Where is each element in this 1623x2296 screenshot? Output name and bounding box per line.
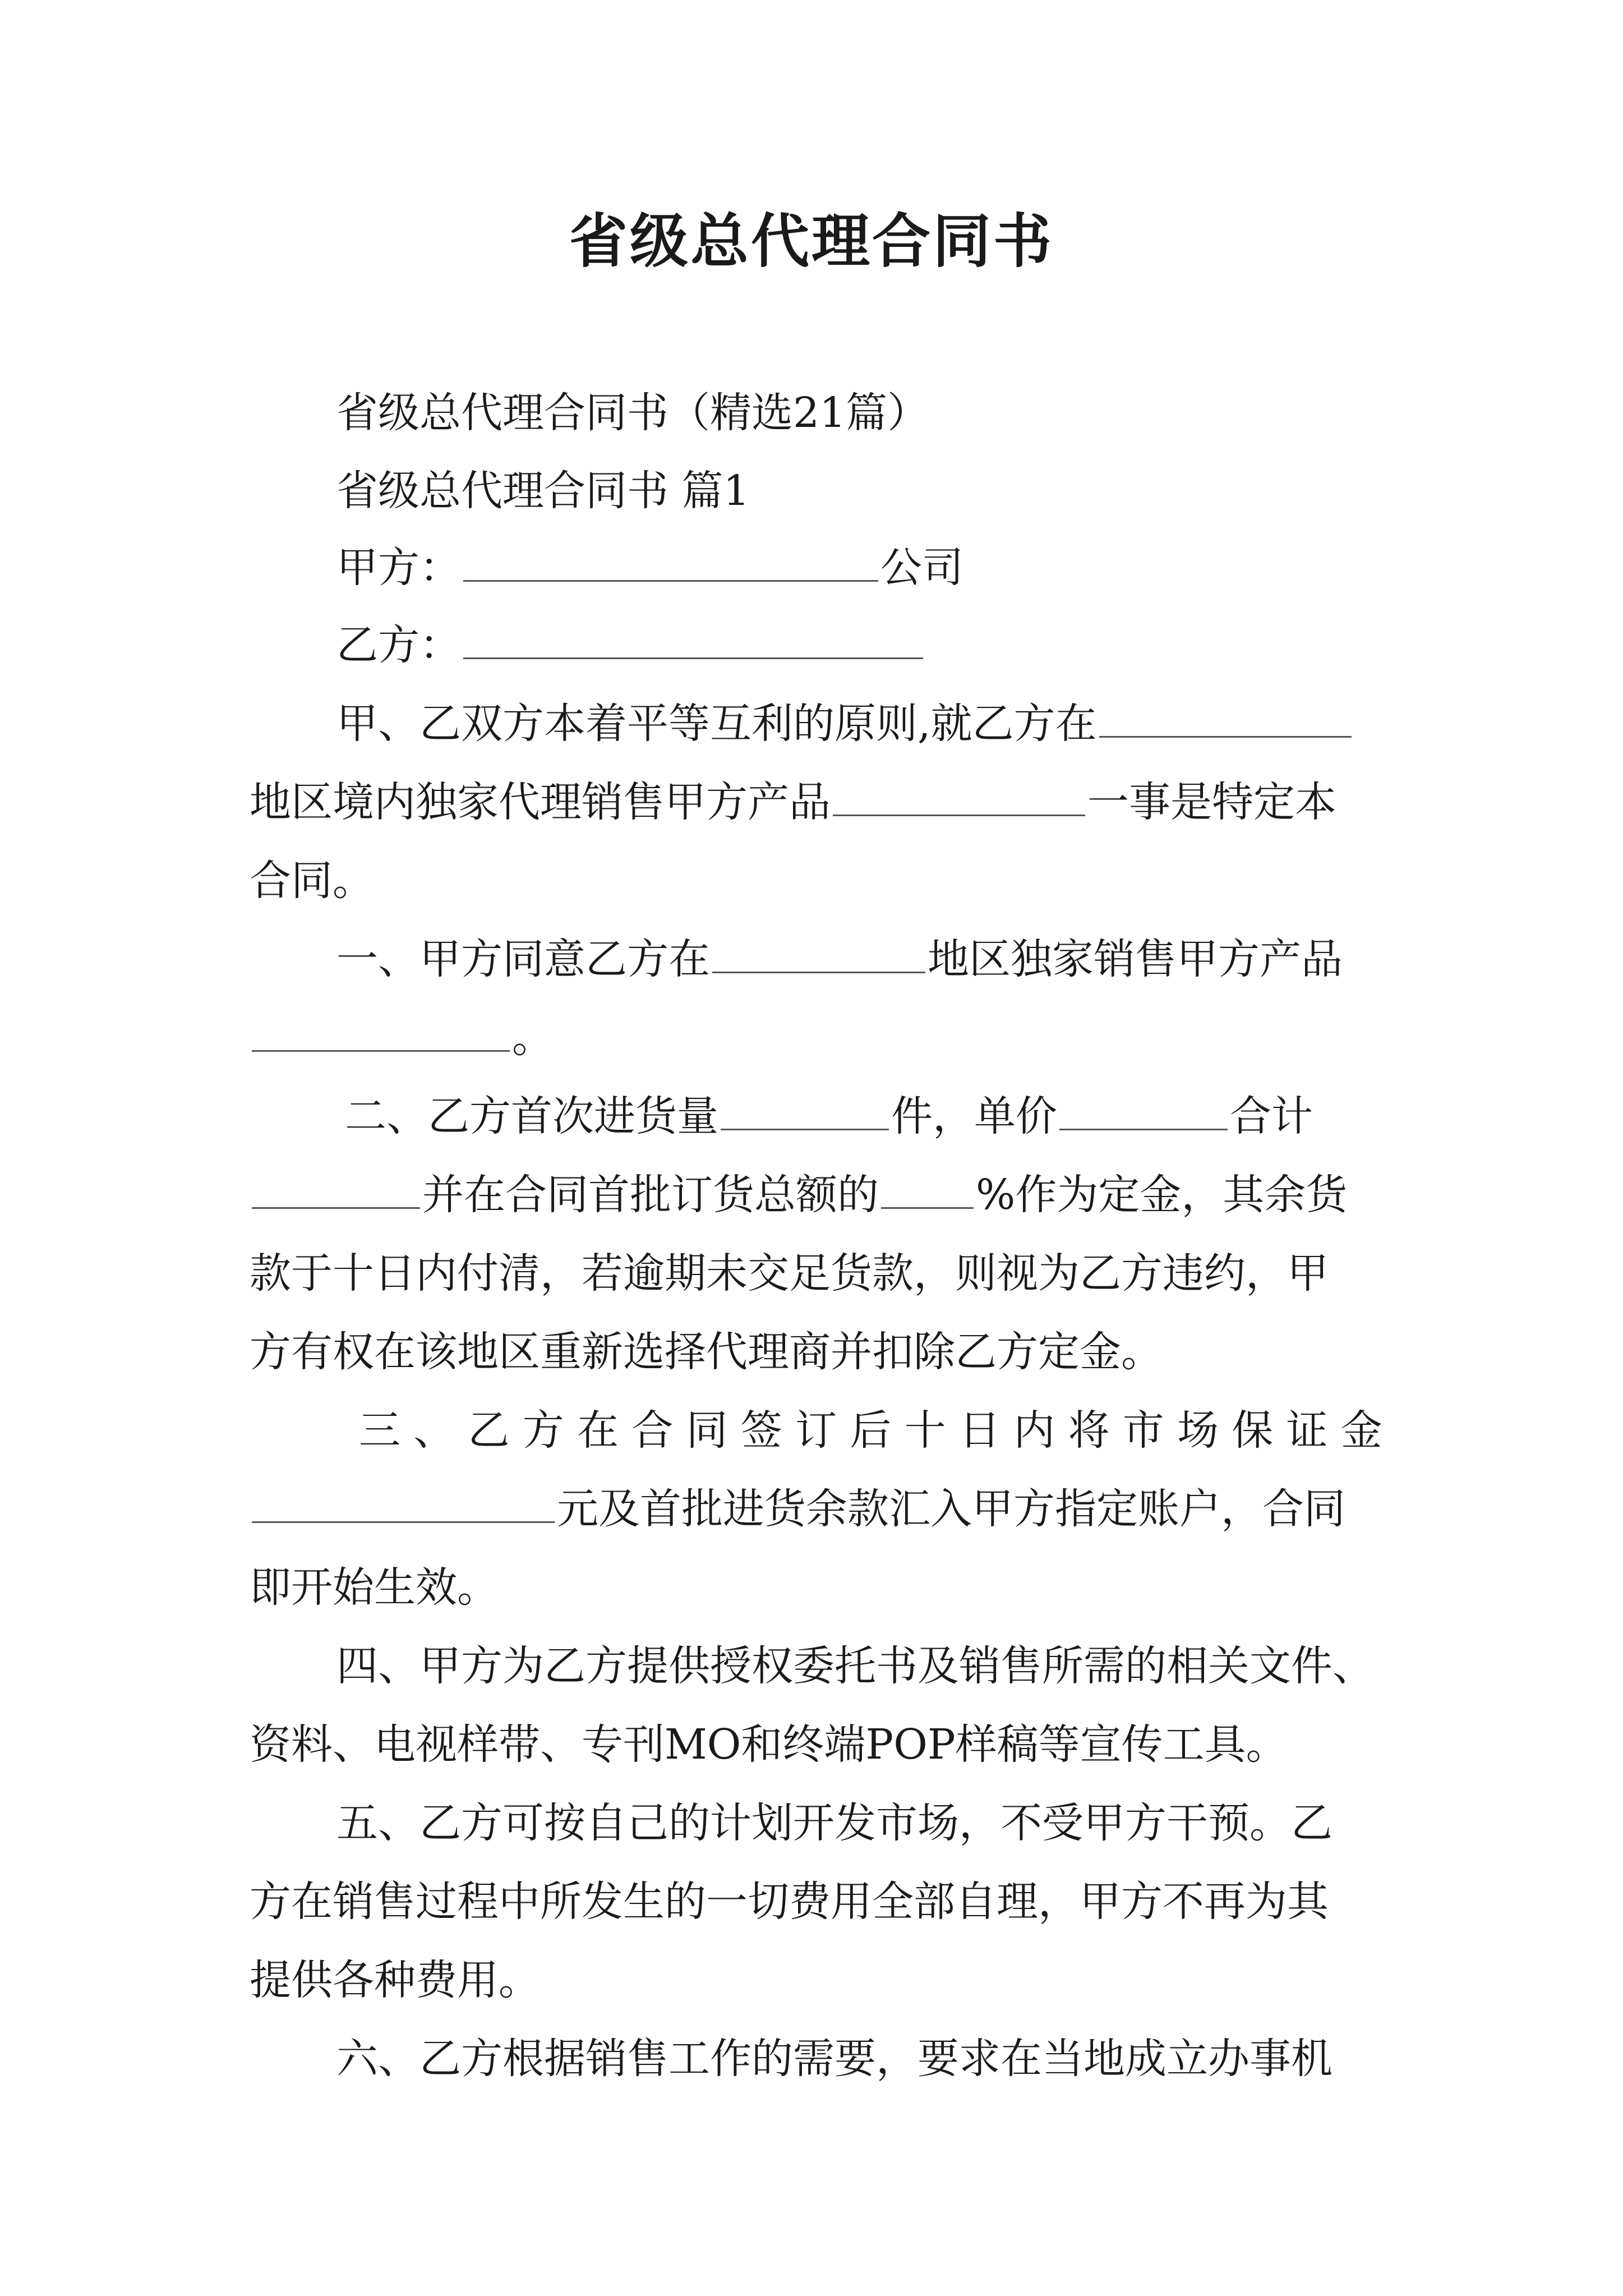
clause3-char: 场 — [1177, 1406, 1219, 1455]
clause3-char: 乙 — [468, 1406, 510, 1455]
deposit-percent-blank — [881, 1167, 974, 1209]
clause3-char: 同 — [686, 1406, 728, 1455]
clause2-text-a: 二、乙方首次进货量 — [345, 1092, 718, 1140]
clause3-char: 订 — [795, 1406, 837, 1455]
clause3-char: 签 — [740, 1406, 782, 1455]
clause3-char: 日 — [958, 1406, 1000, 1455]
clause1-text-c: 。 — [512, 1014, 554, 1062]
clause5-line-1: 五、乙方可按自己的计划开发市场，不受甲方干预。乙 — [336, 1799, 1332, 1847]
clause2-text-c: 合计 — [1230, 1092, 1313, 1140]
clause6-line-1: 六、乙方根据销售工作的需要，要求在当地成立办事机 — [336, 2035, 1332, 2083]
clause3-char: 方 — [522, 1406, 564, 1455]
clause3-char: 市 — [1122, 1406, 1164, 1455]
party-b-blank — [463, 617, 923, 659]
intro-line-1 — [336, 696, 1354, 752]
intro-text-2a: 地区境内独家代理销售甲方产品 — [250, 778, 831, 826]
party-b-line — [336, 617, 925, 673]
clause2-text-e: %作为定金，其余货 — [976, 1171, 1348, 1219]
quantity-blank — [721, 1088, 889, 1130]
clause1-region-blank — [712, 931, 925, 973]
region-blank — [1099, 696, 1352, 738]
intro-text-1: 甲、乙双方本着平等互利的原则,就乙方在 — [336, 700, 1097, 748]
clause1-line-1 — [336, 931, 1343, 987]
party-b-label: 乙方： — [336, 621, 461, 669]
clause3-char: 将 — [1068, 1406, 1110, 1455]
clause3-char: 在 — [577, 1406, 619, 1455]
product-blank — [833, 774, 1085, 816]
clause2-line-4: 方有权在该地区重新选择代理商并扣除乙方定金。 — [250, 1328, 1163, 1376]
clause3-char: 合 — [631, 1406, 674, 1455]
intro-text-2b: 一事是特定本 — [1087, 778, 1336, 826]
clause1-product-blank — [252, 1010, 510, 1052]
party-a-suffix: 公司 — [880, 544, 963, 592]
section-heading: 省级总代理合同书 篇1 — [336, 467, 750, 515]
clause3-line-1 — [359, 1402, 1382, 1458]
clause2-line-2 — [250, 1167, 1347, 1223]
security-deposit-blank — [252, 1481, 555, 1523]
document-subtitle: 省级总代理合同书（精选21篇） — [336, 389, 929, 437]
clause4-line-2: 资料、电视样带、专刊MO和终端POP样稿等宣传工具。 — [250, 1720, 1288, 1769]
clause3-char: 内 — [1013, 1406, 1055, 1455]
intro-line-3: 合同。 — [250, 857, 374, 905]
clause3-char: 保 — [1232, 1406, 1274, 1455]
clause3-char: 后 — [850, 1406, 892, 1455]
clause2-line-3: 款于十日内付清，若逾期未交足货款，则视为乙方违约，甲 — [250, 1249, 1329, 1297]
clause3-char: 三 — [359, 1406, 400, 1455]
clause4-line-1: 四、甲方为乙方提供授权委托书及销售所需的相关文件、 — [336, 1642, 1374, 1690]
clause3-text-b: 元及首批进货余款汇入甲方指定账户，合同 — [557, 1485, 1345, 1533]
clause2-text-b: 件，单价 — [891, 1092, 1057, 1140]
clause3-line-2 — [250, 1481, 1345, 1537]
clause5-line-3: 提供各种费用。 — [250, 1956, 540, 2004]
clause2-text-d: 并在合同首批订货总额的 — [422, 1171, 879, 1219]
clause3-line-3: 即开始生效。 — [250, 1563, 499, 1612]
clause1-text-a: 一、甲方同意乙方在 — [336, 935, 710, 983]
clause3-char: 金 — [1340, 1406, 1382, 1455]
total-blank — [252, 1167, 420, 1209]
intro-line-2 — [250, 774, 1336, 830]
party-a-line — [336, 540, 963, 596]
clause2-line-1 — [345, 1088, 1313, 1144]
party-a-blank — [463, 540, 878, 582]
clause3-char: 证 — [1286, 1406, 1328, 1455]
clause3-char: 十 — [904, 1406, 946, 1455]
clause5-line-2: 方在销售过程中所发生的一切费用全部自理，甲方不再为其 — [250, 1878, 1329, 1926]
party-a-label: 甲方： — [336, 544, 461, 592]
clause1-line-2 — [250, 1010, 554, 1066]
clause3-char: 、 — [413, 1406, 455, 1455]
unit-price-blank — [1059, 1088, 1228, 1130]
document-title: 省级总代理合同书 — [569, 206, 1054, 275]
clause1-text-b: 地区独家销售甲方产品 — [928, 935, 1343, 983]
